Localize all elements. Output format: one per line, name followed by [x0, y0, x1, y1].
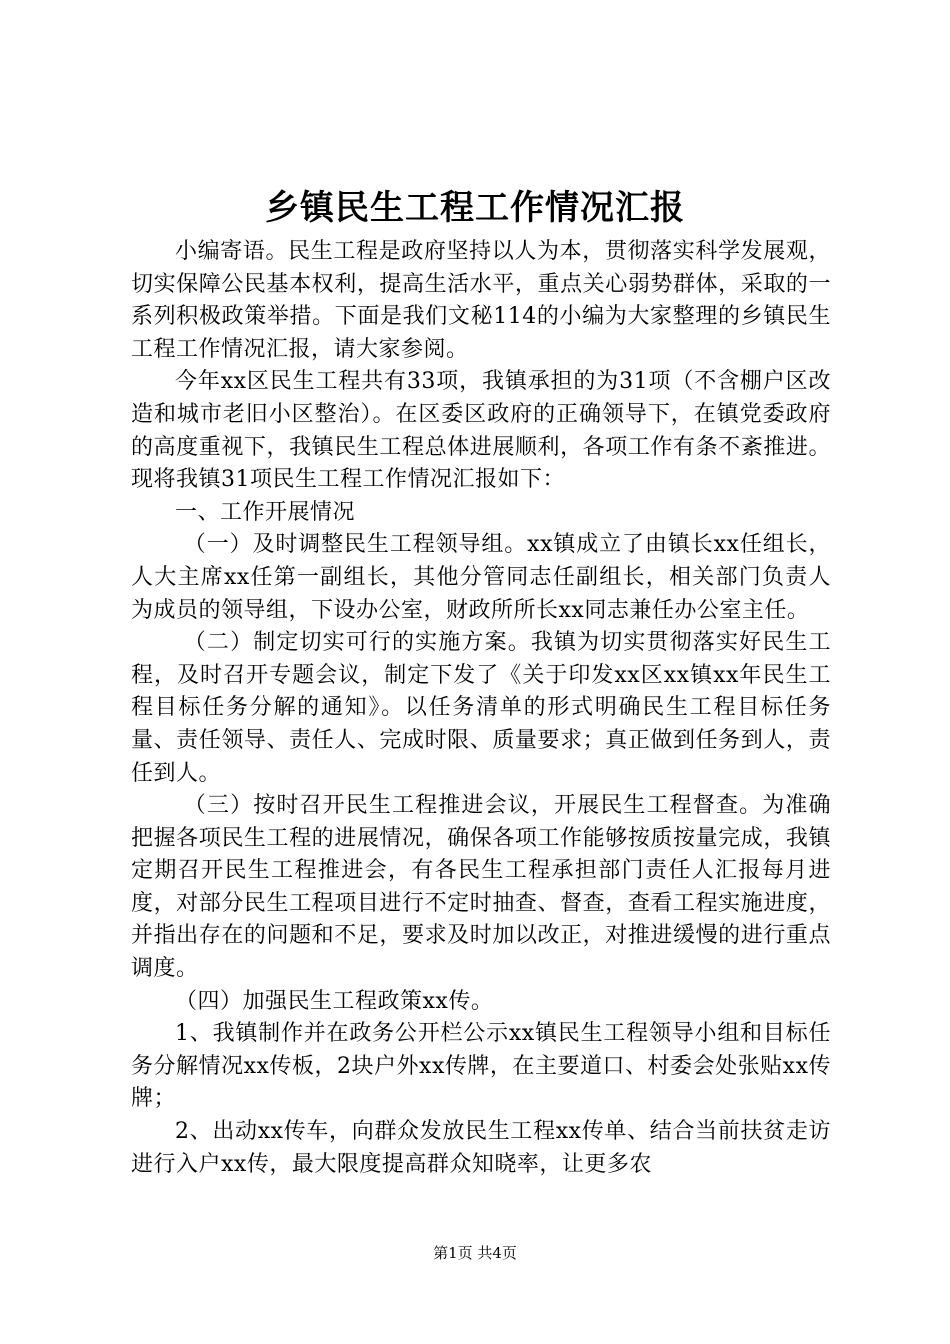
paragraph-intro: 小编寄语。民生工程是政府坚持以人为本，贯彻落实科学发展观，切实保障公民基本权利，提高生活水平，重点关心弱势群体，采取的一系列积极政策举措。下面是我们文秘114的小编为大家整理的乡镇民生工程工作情况汇报，请大家参阅。 [131, 239, 831, 362]
paragraph-item-1: （一）及时调整民生工程领导组。xx镇成立了由镇长xx任组长，人大主席xx任第一副组长，其他分管同志任副组长，相关部门负责人为成员的领导组，下设办公室，财政所所长xx同志兼任办公室主任。 [131, 532, 831, 623]
paragraph-item-4: （四）加强民生工程政策xx传。 [175, 988, 494, 1014]
section-heading: 一、工作开展情况 [175, 499, 356, 525]
paragraph-item-3: （三）按时召开民生工程推进会议，开展民生工程督查。为准确把握各项民生工程的进展情况，确保各项工作能够按质按量完成，我镇定期召开民生工程推进会，有各民生工程承担部门责任人汇报每月进度，对部分民生工程项目进行不定时抽查、督查，查看工程实施进度，并指出存在的问题和不足，要求及时加以改正，对推进缓慢的进行重点调度。 [131, 793, 831, 982]
document-title: 乡镇民生工程工作情况汇报 [265, 188, 685, 228]
paragraph-item-2: （二）制定切实可行的实施方案。我镇为切实贯彻落实好民生工程，及时召开专题会议，制定下发了《关于印发xx区xx镇xx年民生工程目标任务分解的通知》。以任务清单的形式明确民生工程目标任务量、责任领导、责任人、完成时限、质量要求；真正做到任务到人，责任到人。 [131, 630, 831, 786]
page-footer: 第1页 共4页 [433, 1244, 517, 1262]
paragraph-subitem-1: 1、我镇制作并在政务公开栏公示xx镇民生工程领导小组和目标任务分解情况xx传板，2块户外xx传牌，在主要道口、村委会处张贴xx传牌； [131, 1021, 831, 1112]
document-body [131, 236, 831, 1181]
paragraph-overview: 今年xx区民生工程共有33项，我镇承担的为31项（不含棚户区改造和城市老旧小区整治）。在区委区政府的正确领导下，在镇党委政府的高度重视下，我镇民生工程总体进展顺利，各项工作有条不紊推进。现将我镇31项民生工程工作情况汇报如下： [131, 369, 831, 493]
paragraph-subitem-2: 2、出动xx传车，向群众发放民生工程xx传单、结合当前扶贫走访进行入户xx传，最大限度提高群众知晓率，让更多农 [131, 1119, 831, 1177]
